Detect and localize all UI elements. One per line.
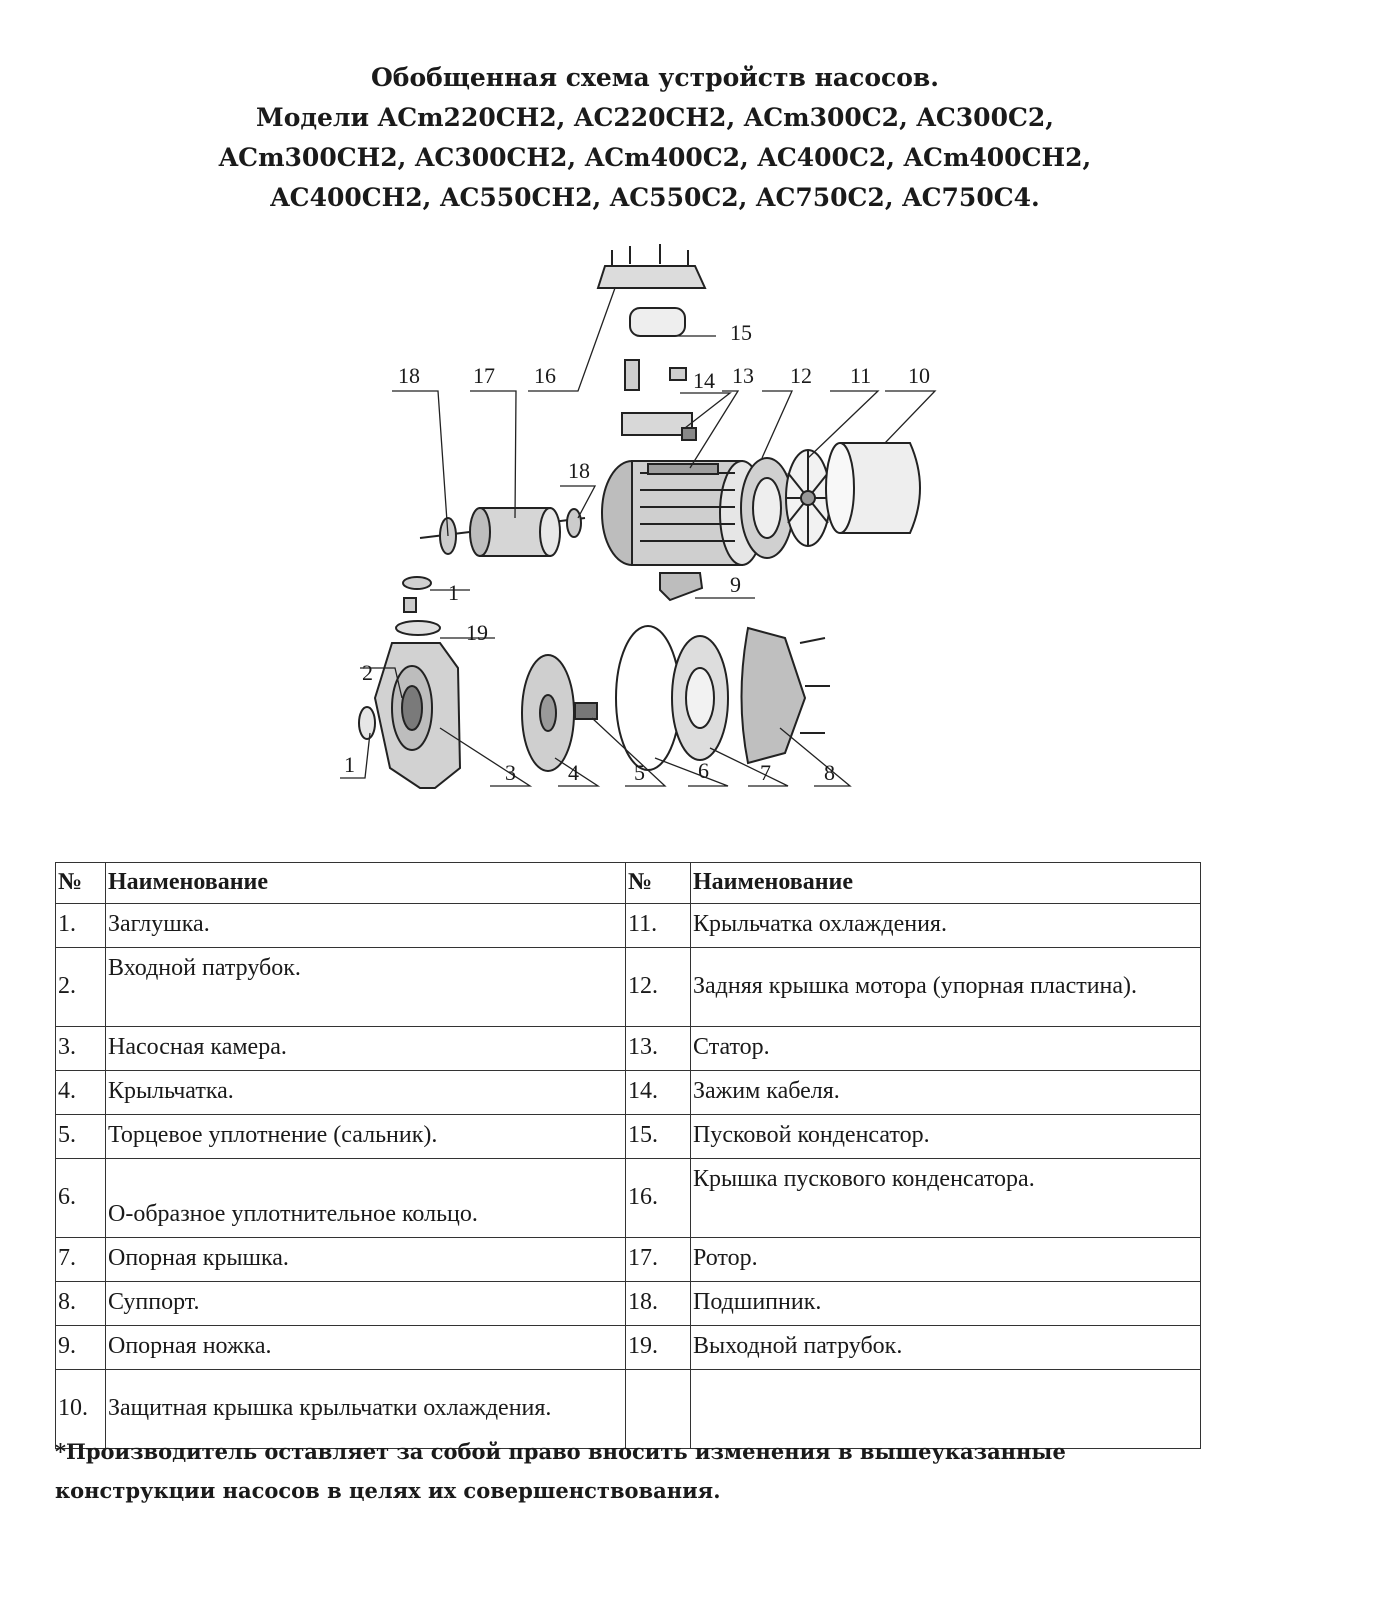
note-line-1: *Производитель оставляет за собой право вносить изменения в вышеуказанные (55, 1439, 1066, 1464)
table-row (56, 1238, 1201, 1282)
part-name: Опорная ножка. (106, 1326, 626, 1370)
cooling-fan-part (786, 450, 830, 546)
callout-8: 8 (824, 760, 835, 785)
bearing-rear-part (567, 509, 581, 537)
o-ring-part (616, 626, 680, 770)
table-row (56, 904, 1201, 948)
mechanical-seal-part (575, 703, 597, 719)
callout-18-rotor-bearing: 18 (398, 363, 420, 388)
part-number: 4. (56, 1071, 106, 1115)
part-number: 11. (626, 904, 691, 948)
part-number: 16. (626, 1159, 691, 1238)
part-number: 9. (56, 1326, 106, 1370)
callout-17: 17 (473, 363, 495, 388)
parts-table (55, 862, 1201, 1449)
part-name: О-образное уплотнительное кольцо. (106, 1159, 626, 1238)
pump-chamber-part (375, 643, 460, 788)
part-number: 12. (626, 948, 691, 1027)
part-name: Ротор. (691, 1238, 1201, 1282)
part-number: 10. (56, 1370, 106, 1449)
table-row (56, 1027, 1201, 1071)
capacitor-cover-part (598, 266, 705, 288)
callout-19: 19 (466, 620, 488, 645)
table-row (56, 1115, 1201, 1159)
callout-13: 13 (732, 363, 754, 388)
part-name: Крышка пускового конденсатора. (691, 1159, 1201, 1238)
plug-lower-part (359, 707, 375, 739)
part-name: Подшипник. (691, 1282, 1201, 1326)
part-number: 5. (56, 1115, 106, 1159)
title-line-1: Обобщенная схема устройств насосов. (371, 63, 939, 92)
table-row (56, 1282, 1201, 1326)
part-number: 8. (56, 1282, 106, 1326)
part-number: 18. (626, 1282, 691, 1326)
manufacturer-note (55, 1432, 1255, 1510)
part-name: Задняя крышка мотора (упорная пластина). (691, 948, 1201, 1027)
part-name: Входной патрубок. (106, 948, 626, 1027)
callout-11: 11 (850, 363, 872, 388)
callout-12: 12 (790, 363, 812, 388)
title-line-3: ACm300CH2, AC300CH2, ACm400C2, AC400C2, ACm400CH2, (218, 143, 1092, 172)
callout-5: 5 (634, 760, 645, 785)
header-num-2: № (626, 863, 691, 904)
callout-15: 15 (730, 320, 752, 345)
header-num: № (56, 863, 106, 904)
part-number: 19. (626, 1326, 691, 1370)
part-name: Выходной патрубок. (691, 1326, 1201, 1370)
exploded-view-svg (330, 228, 970, 828)
page-title (0, 58, 1310, 218)
part-name: Крыльчатка. (106, 1071, 626, 1115)
support-bracket-part (742, 628, 806, 763)
part-number: 3. (56, 1027, 106, 1071)
part-name: Торцевое уплотнение (сальник). (106, 1115, 626, 1159)
capacitor-part (630, 308, 685, 336)
support-foot-part (660, 573, 702, 600)
callout-16: 16 (534, 363, 556, 388)
part-name: Насосная камера. (106, 1027, 626, 1071)
callout-4: 4 (568, 760, 579, 785)
part-number: 6. (56, 1159, 106, 1238)
header-name-2: Наименование (691, 863, 1201, 904)
part-number: 1. (56, 904, 106, 948)
table-row (56, 948, 1201, 1027)
part-name: Статор. (691, 1027, 1201, 1071)
plug-upper-part (403, 577, 431, 589)
table-row (56, 1159, 1201, 1238)
table-row (56, 1326, 1201, 1370)
callout-14: 14 (693, 368, 715, 393)
part-number: 14. (626, 1071, 691, 1115)
part-name: Крыльчатка охлаждения. (691, 904, 1201, 948)
part-number: 7. (56, 1238, 106, 1282)
callout-3: 3 (505, 760, 516, 785)
callout-7: 7 (760, 760, 771, 785)
header-name: Наименование (106, 863, 626, 904)
part-number: 15. (626, 1115, 691, 1159)
part-name: Заглушка. (106, 904, 626, 948)
note-line-2: конструкции насосов в целях их совершенствования. (55, 1478, 721, 1503)
callout-2: 2 (362, 660, 373, 685)
callout-10: 10 (908, 363, 930, 388)
table-header-row (56, 863, 1201, 904)
part-number: 13. (626, 1027, 691, 1071)
part-name: Опорная крышка. (106, 1238, 626, 1282)
table-row (56, 1071, 1201, 1115)
part-name: Суппорт. (106, 1282, 626, 1326)
callout-18-stator-bearing: 18 (568, 458, 590, 483)
part-number: 17. (626, 1238, 691, 1282)
part-name: Пусковой конденсатор. (691, 1115, 1201, 1159)
callout-6: 6 (698, 758, 709, 783)
part-number: 2. (56, 948, 106, 1027)
title-line-2: Модели ACm220CH2, AC220CH2, ACm300C2, AC300C2, (256, 103, 1054, 132)
callout-1-lower: 1 (344, 752, 355, 777)
callout-9: 9 (730, 572, 741, 597)
part-name: Защитная крышка крыльчатки охлаждения. (106, 1370, 626, 1449)
exploded-pump-diagram (330, 228, 970, 828)
title-line-4: AC400CH2, AC550CH2, AC550C2, AC750C2, AC750C4. (270, 183, 1040, 212)
outlet-pipe-part (396, 621, 440, 635)
part-name: Зажим кабеля. (691, 1071, 1201, 1115)
callout-1-upper: 1 (448, 580, 459, 605)
